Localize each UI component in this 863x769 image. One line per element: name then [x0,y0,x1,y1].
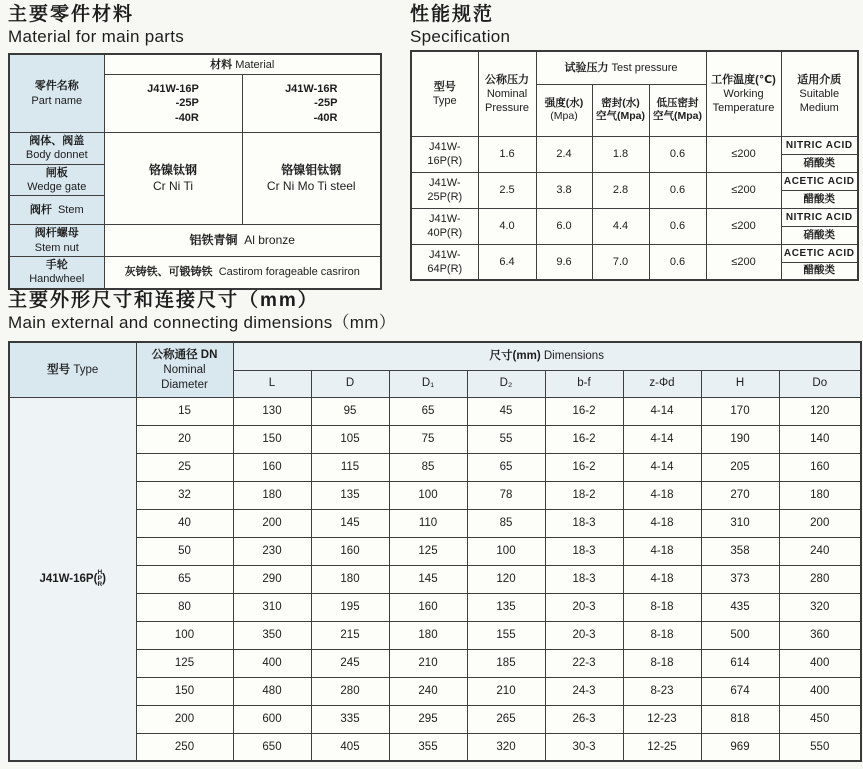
part-stem-nut-cn: 阀杆螺母 [34,227,79,240]
spec-header-nominal [478,51,536,136]
dim-cell: 65 [467,453,545,481]
dim-cell: 185 [467,649,545,677]
spec-low-cell: 0.6 [649,136,706,172]
dim-cell: 155 [467,621,545,649]
dim-cell: 290 [233,565,311,593]
spec-type-cell: J41W-64P(R) [411,244,478,280]
dn-cell: 25 [136,453,233,481]
dimensions-table [8,341,862,762]
dim-cell: 12-23 [623,705,701,733]
dims-title-cn: 主要外形尺寸和连接尺寸（mm） [8,290,319,311]
section-materials [8,5,382,290]
dim-cell: 400 [233,649,311,677]
part-name-header [9,54,104,132]
part-wedge-gate-en: Wedge gate [27,180,87,193]
spec-medium-cn: 醋酸类 [781,262,858,280]
dim-cell: 230 [233,537,311,565]
part-stem-nut-en: Stem nut [34,241,79,254]
spec-temp-cell: ≤200 [706,208,781,244]
dim-cell: 674 [701,677,779,705]
part-handwheel-en: Handwheel [29,273,85,286]
spec-header-medium [781,51,858,136]
spec-low-cell: 0.6 [649,244,706,280]
spec-seal-cell: 7.0 [592,244,649,280]
dims-header-group [233,342,861,370]
dim-cell: 120 [467,565,545,593]
part-wedge-gate [9,164,104,196]
dim-row [9,677,861,705]
materials-title-en: Material for main parts [8,26,185,46]
dims-header-type [9,342,136,397]
dims-col-bf: b-f [545,370,623,397]
dim-cell: 650 [233,733,311,761]
material-al-bronze-en: Al bronze [244,232,295,247]
dim-cell: 450 [779,705,861,733]
part-stem [9,196,104,225]
dim-cell: 160 [233,453,311,481]
dim-cell: 65 [389,397,467,425]
dims-header-type-en: Type [73,363,99,376]
spec-medium-en: ACETIC ACID [781,172,858,190]
dims-header-type-cn: 型号 [47,363,71,376]
material-crnimoti [242,132,381,224]
dim-row [9,453,861,481]
type-suffix: ) [102,573,106,586]
spec-medium-en: NITRIC ACID [781,136,858,154]
dim-cell: 435 [701,593,779,621]
dims-header-dn-cn: 公称通径 DN [151,348,218,361]
dn-cell: 200 [136,705,233,733]
dim-cell: 245 [311,649,389,677]
dim-cell: 335 [311,705,389,733]
spec-medium-en: NITRIC ACID [781,208,858,226]
dim-cell: 205 [701,453,779,481]
dim-cell: 550 [779,733,861,761]
spec-header-temp-en1: Working [723,88,764,101]
dim-cell: 270 [701,481,779,509]
dim-cell: 160 [311,537,389,565]
spec-header-seal-l1: 密封(水) [601,96,640,109]
dim-cell: 95 [311,397,389,425]
dim-cell: 200 [233,509,311,537]
dim-cell: 4-18 [623,481,701,509]
dim-cell: 30-3 [545,733,623,761]
dim-cell: 20-3 [545,621,623,649]
material-col-header-16r [242,74,381,132]
dim-cell: 240 [779,537,861,565]
spec-header-test-en: Test pressure [611,62,678,75]
dims-type-cell [9,397,136,761]
dim-row [9,481,861,509]
dim-cell: 105 [311,425,389,453]
part-name-header-en: Part name [31,94,83,107]
dim-cell: 200 [779,509,861,537]
material-crniti-en: Cr Ni Ti [153,178,193,193]
dim-row [9,705,861,733]
hpr-r: R [97,581,103,589]
spec-nominal-cell: 6.4 [478,244,536,280]
dim-cell: 320 [467,733,545,761]
dim-row [9,509,861,537]
spec-medium-cn: 硝酸类 [781,154,858,172]
spec-medium-cn: 醋酸类 [781,190,858,208]
dim-cell: 26-3 [545,705,623,733]
dim-cell: 215 [311,621,389,649]
dims-col-Do: Do [779,370,861,397]
dim-cell: 78 [467,481,545,509]
dn-cell: 250 [136,733,233,761]
spec-nominal-cell: 2.5 [478,172,536,208]
col2-line2: -25P [314,97,338,110]
dn-cell: 100 [136,621,233,649]
spec-nominal-cell: 4.0 [478,208,536,244]
spec-header-nominal-cn: 公称压力 [485,73,529,86]
col2-line3: -40R [313,111,338,124]
dn-cell: 65 [136,565,233,593]
spec-seal-cell: 1.8 [592,136,649,172]
spec-low-cell: 0.6 [649,172,706,208]
dim-row [9,537,861,565]
material-crnimoti-cn: 铬镍钼钛钢 [281,162,342,177]
part-body-bonnet-en: Body donnet [25,149,88,162]
part-handwheel-cn: 手轮 [45,259,68,272]
dn-cell: 150 [136,677,233,705]
dims-header-group-cn: 尺寸(mm) [489,350,541,363]
dim-cell: 18-3 [545,509,623,537]
dim-cell: 310 [233,593,311,621]
spec-header-seal [592,84,649,136]
material-table [8,53,382,289]
dims-col-zphid: z-Φd [623,370,701,397]
spec-strength-cell: 3.8 [536,172,592,208]
dim-cell: 75 [389,425,467,453]
part-body-bonnet-cn: 阀体、阀盖 [29,134,85,147]
col2-line1: J41W-16R [285,82,338,95]
dim-cell: 180 [233,481,311,509]
material-cast-iron [104,257,381,289]
material-crniti [104,132,242,224]
dim-cell: 8-23 [623,677,701,705]
dim-cell: 18-3 [545,537,623,565]
dim-cell: 8-18 [623,593,701,621]
dim-cell: 295 [389,705,467,733]
spec-seal-cell: 4.4 [592,208,649,244]
spec-type-cell: J41W-25P(R) [411,172,478,208]
dim-cell: 320 [779,593,861,621]
dim-cell: 16-2 [545,425,623,453]
dim-cell: 140 [779,425,861,453]
hpr-p: P [97,575,102,583]
dims-header-dn-en: Nominal Diameter [161,363,208,391]
spec-nominal-cell: 1.6 [478,136,536,172]
dn-cell: 32 [136,481,233,509]
spec-low-cell: 0.6 [649,208,706,244]
dim-cell: 310 [701,509,779,537]
spec-header-nominal-en1: Nominal [486,88,528,101]
dim-cell: 145 [311,509,389,537]
spec-header-temperature [706,51,781,136]
spec-temp-cell: ≤200 [706,136,781,172]
spec-medium-en: ACETIC ACID [781,244,858,262]
spec-temp-cell: ≤200 [706,244,781,280]
spec-header-low-l2: 空气(Mpa) [653,110,702,123]
spec-strength-cell: 6.0 [536,208,592,244]
spec-header-type-cn: 型号 [433,80,456,93]
dim-cell: 55 [467,425,545,453]
type-prefix: J41W-16P( [39,573,98,586]
spec-title-cn: 性能规范 [410,4,495,25]
dims-col-D2: D₂ [467,370,545,397]
spec-seal-cell: 2.8 [592,172,649,208]
part-handwheel [9,257,104,289]
dim-cell: 500 [701,621,779,649]
material-col-header-16p [104,74,242,132]
dim-cell: 210 [389,649,467,677]
dim-cell: 20-3 [545,593,623,621]
dim-cell: 480 [233,677,311,705]
dim-cell: 4-18 [623,509,701,537]
dim-cell: 115 [311,453,389,481]
col1-line1: J41W-16P [147,82,199,95]
dim-row [9,565,861,593]
materials-title-cn: 主要零件材料 [8,4,135,25]
dim-row [9,425,861,453]
spec-header-test-pressure [536,51,706,84]
dim-cell: 969 [701,733,779,761]
dn-cell: 80 [136,593,233,621]
dim-cell: 195 [311,593,389,621]
dim-cell: 400 [779,649,861,677]
spec-title-en: Specification [410,26,511,46]
dim-cell: 100 [467,537,545,565]
spec-header-strength-l1: 强度(水) [544,96,584,109]
spec-header-medium-en2: Medium [799,102,839,115]
dim-cell: 160 [389,593,467,621]
part-stem-nut [9,225,104,257]
dn-cell: 15 [136,397,233,425]
dim-cell: 120 [779,397,861,425]
spec-header-strength [536,84,592,136]
dim-cell: 405 [311,733,389,761]
dim-cell: 350 [233,621,311,649]
dim-cell: 85 [389,453,467,481]
dim-cell: 110 [389,509,467,537]
section-dimensions [8,291,862,762]
dim-cell: 358 [701,537,779,565]
dim-cell: 355 [389,733,467,761]
dn-cell: 40 [136,509,233,537]
part-wedge-gate-cn: 闸板 [45,166,68,179]
spec-header-seal-l2: 空气(Mpa) [596,110,645,123]
material-al-bronze-cn: 铝铁青铜 [189,232,238,247]
section-specification [410,5,859,281]
dim-cell: 180 [311,565,389,593]
dim-cell: 614 [701,649,779,677]
spec-header-strength-l2: (Mpa) [550,110,578,123]
material-al-bronze [104,225,381,257]
dim-cell: 180 [779,481,861,509]
dim-cell: 4-14 [623,453,701,481]
dim-cell: 130 [233,397,311,425]
dn-cell: 125 [136,649,233,677]
spec-header-medium-cn: 适用介质 [797,73,842,86]
part-name-header-cn: 零件名称 [34,80,79,93]
part-stem-cn: 阀杆 [29,203,52,216]
dim-cell: 18-2 [545,481,623,509]
dim-row [9,621,861,649]
dim-cell: 160 [779,453,861,481]
dim-cell: 135 [467,593,545,621]
dim-cell: 818 [701,705,779,733]
material-cast-iron-cn: 灰铸铁、可锻铸铁 [124,266,213,279]
spec-strength-cell: 2.4 [536,136,592,172]
part-body-bonnet [9,132,104,164]
dn-cell: 20 [136,425,233,453]
spec-header-medium-en1: Suitable [799,88,840,101]
spec-type-cell: J41W-40P(R) [411,208,478,244]
col1-line2: -25P [175,97,199,110]
dim-cell: 22-3 [545,649,623,677]
dim-cell: 16-2 [545,397,623,425]
dim-cell: 240 [389,677,467,705]
dim-cell: 4-14 [623,425,701,453]
spec-medium-cn: 硝酸类 [781,226,858,244]
dim-cell: 24-3 [545,677,623,705]
dim-cell: 12-25 [623,733,701,761]
dn-cell: 50 [136,537,233,565]
dims-header-group-en: Dimensions [543,350,604,363]
spec-header-test-cn: 试验压力 [564,62,609,75]
dims-col-D: D [311,370,389,397]
dim-cell: 135 [311,481,389,509]
dim-row [9,593,861,621]
part-stem-en: Stem [57,203,84,216]
dim-cell: 280 [779,565,861,593]
dim-cell: 265 [467,705,545,733]
dims-col-H: H [701,370,779,397]
dim-cell: 4-18 [623,537,701,565]
dim-cell: 125 [389,537,467,565]
dim-cell: 100 [389,481,467,509]
dim-cell: 170 [701,397,779,425]
spec-strength-cell: 9.6 [536,244,592,280]
dim-cell: 16-2 [545,453,623,481]
dim-row [9,733,861,761]
dim-cell: 210 [467,677,545,705]
dim-cell: 4-18 [623,565,701,593]
material-header [104,54,381,74]
spec-header-low-seal [649,84,706,136]
specification-table [410,50,859,281]
dim-cell: 400 [779,677,861,705]
dim-cell: 8-18 [623,649,701,677]
spec-header-type [411,51,478,136]
spec-header-nominal-en2: Pressure [484,102,530,115]
dim-cell: 145 [389,565,467,593]
spec-header-type-en: Type [432,95,457,108]
dim-cell: 180 [389,621,467,649]
spec-type-cell: J41W-16P(R) [411,136,478,172]
dim-cell: 8-18 [623,621,701,649]
dim-row [9,649,861,677]
dims-col-D1: D₁ [389,370,467,397]
spec-header-temp-cn: 工作温度(℃) [711,73,776,86]
spec-header-temp-en2: Temperature [712,102,775,115]
material-crnimoti-en: Cr Ni Mo Ti steel [266,178,356,193]
dims-title-en: Main external and connecting dimensions（mm） [8,312,397,332]
material-header-en: Material [235,58,275,71]
hpr-h: H [97,569,103,577]
material-crniti-cn: 铬镍钛钢 [148,162,197,177]
material-header-cn: 材料 [210,58,233,71]
dim-cell: 150 [233,425,311,453]
dim-cell: 280 [311,677,389,705]
dim-cell: 360 [779,621,861,649]
dim-cell: 45 [467,397,545,425]
dim-cell: 4-14 [623,397,701,425]
material-cast-iron-en: Castirom forageable casriron [218,266,360,279]
dims-header-dn [136,342,233,397]
spec-header-low-l1: 低压密封 [656,96,699,109]
col1-line3: -40R [175,111,199,124]
dims-col-L: L [233,370,311,397]
dim-cell: 373 [701,565,779,593]
dim-row [9,397,861,425]
spec-temp-cell: ≤200 [706,172,781,208]
dim-cell: 85 [467,509,545,537]
dim-cell: 190 [701,425,779,453]
dim-cell: 18-3 [545,565,623,593]
dim-cell: 600 [233,705,311,733]
